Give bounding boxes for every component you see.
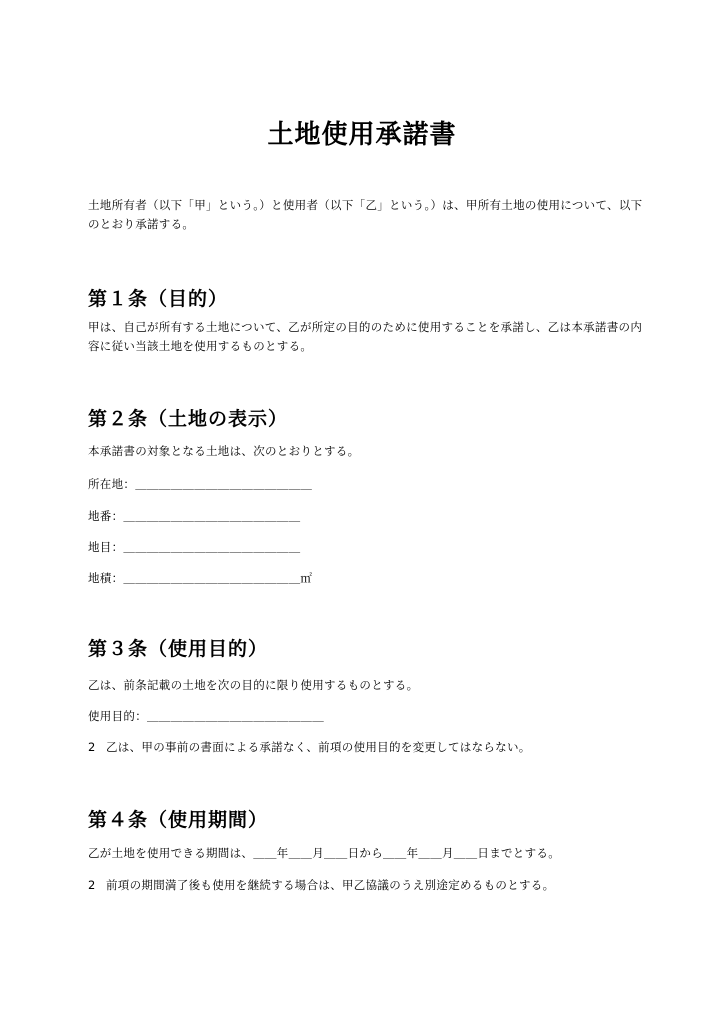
- article-2-heading: 第２条（土地の表示）: [88, 408, 289, 430]
- field-label: 地積：: [88, 571, 124, 585]
- article-4-item-2: [88, 876, 648, 895]
- field-land-category: [88, 538, 648, 557]
- field-label: 使用目的：: [88, 709, 147, 723]
- item-number: 2: [88, 740, 96, 754]
- article-1-body: 甲は、自己が所有する土地について、乙が所定の目的のために使用することを承諾し、乙は本承諾書の内容に従い当該土地を使用するものとする。: [88, 320, 643, 353]
- intro-paragraph: 土地所有者（以下「甲」という。）と使用者（以下「乙」という。）は、甲所有土地の使用について、以下のとおり承諾する。: [88, 198, 643, 231]
- field-label: 所在地：: [88, 477, 136, 491]
- field-blank: ＿＿＿＿＿＿＿＿＿＿＿＿＿＿＿: [123, 540, 301, 554]
- field-unit: ㎡: [300, 571, 313, 585]
- article-3-item-2: [88, 738, 648, 757]
- field-lot-number: [88, 507, 648, 526]
- article-4-heading: 第４条（使用期間）: [88, 809, 269, 831]
- article-1-heading: 第１条（目的）: [88, 288, 229, 310]
- article-2-body: 本承諾書の対象となる土地は、次のとおりとする。: [88, 444, 360, 458]
- article-4-body: 乙が土地を使用できる期間は、＿＿年＿＿月＿＿日から＿＿年＿＿月＿＿日までとする。: [88, 846, 560, 860]
- article-3-body: 乙は、前条記載の土地を次の目的に限り使用するものとする。: [88, 678, 419, 692]
- field-purpose: [88, 707, 648, 726]
- field-blank: ＿＿＿＿＿＿＿＿＿＿＿＿＿＿＿: [123, 509, 301, 523]
- field-blank: ＿＿＿＿＿＿＿＿＿＿＿＿＿＿＿: [147, 709, 324, 723]
- item-text: 乙は、甲の事前の書面による承諾なく、前項の使用目的を変更してはならない。: [106, 740, 531, 754]
- field-location: [88, 475, 648, 494]
- item-number: 2: [88, 878, 96, 892]
- document-title: 土地使用承諾書: [267, 120, 457, 150]
- article-3-heading: 第３条（使用目的）: [88, 638, 269, 660]
- item-text: 前項の期間満了後も使用を継続する場合は、甲乙協議のうえ別途定めるものとする。: [106, 878, 555, 892]
- field-label: 地番：: [88, 509, 124, 523]
- field-blank: ＿＿＿＿＿＿＿＿＿＿＿＿＿＿＿: [135, 477, 313, 491]
- field-land-area: [88, 569, 648, 588]
- field-label: 地目：: [88, 540, 124, 554]
- field-blank: ＿＿＿＿＿＿＿＿＿＿＿＿＿＿＿: [123, 571, 301, 585]
